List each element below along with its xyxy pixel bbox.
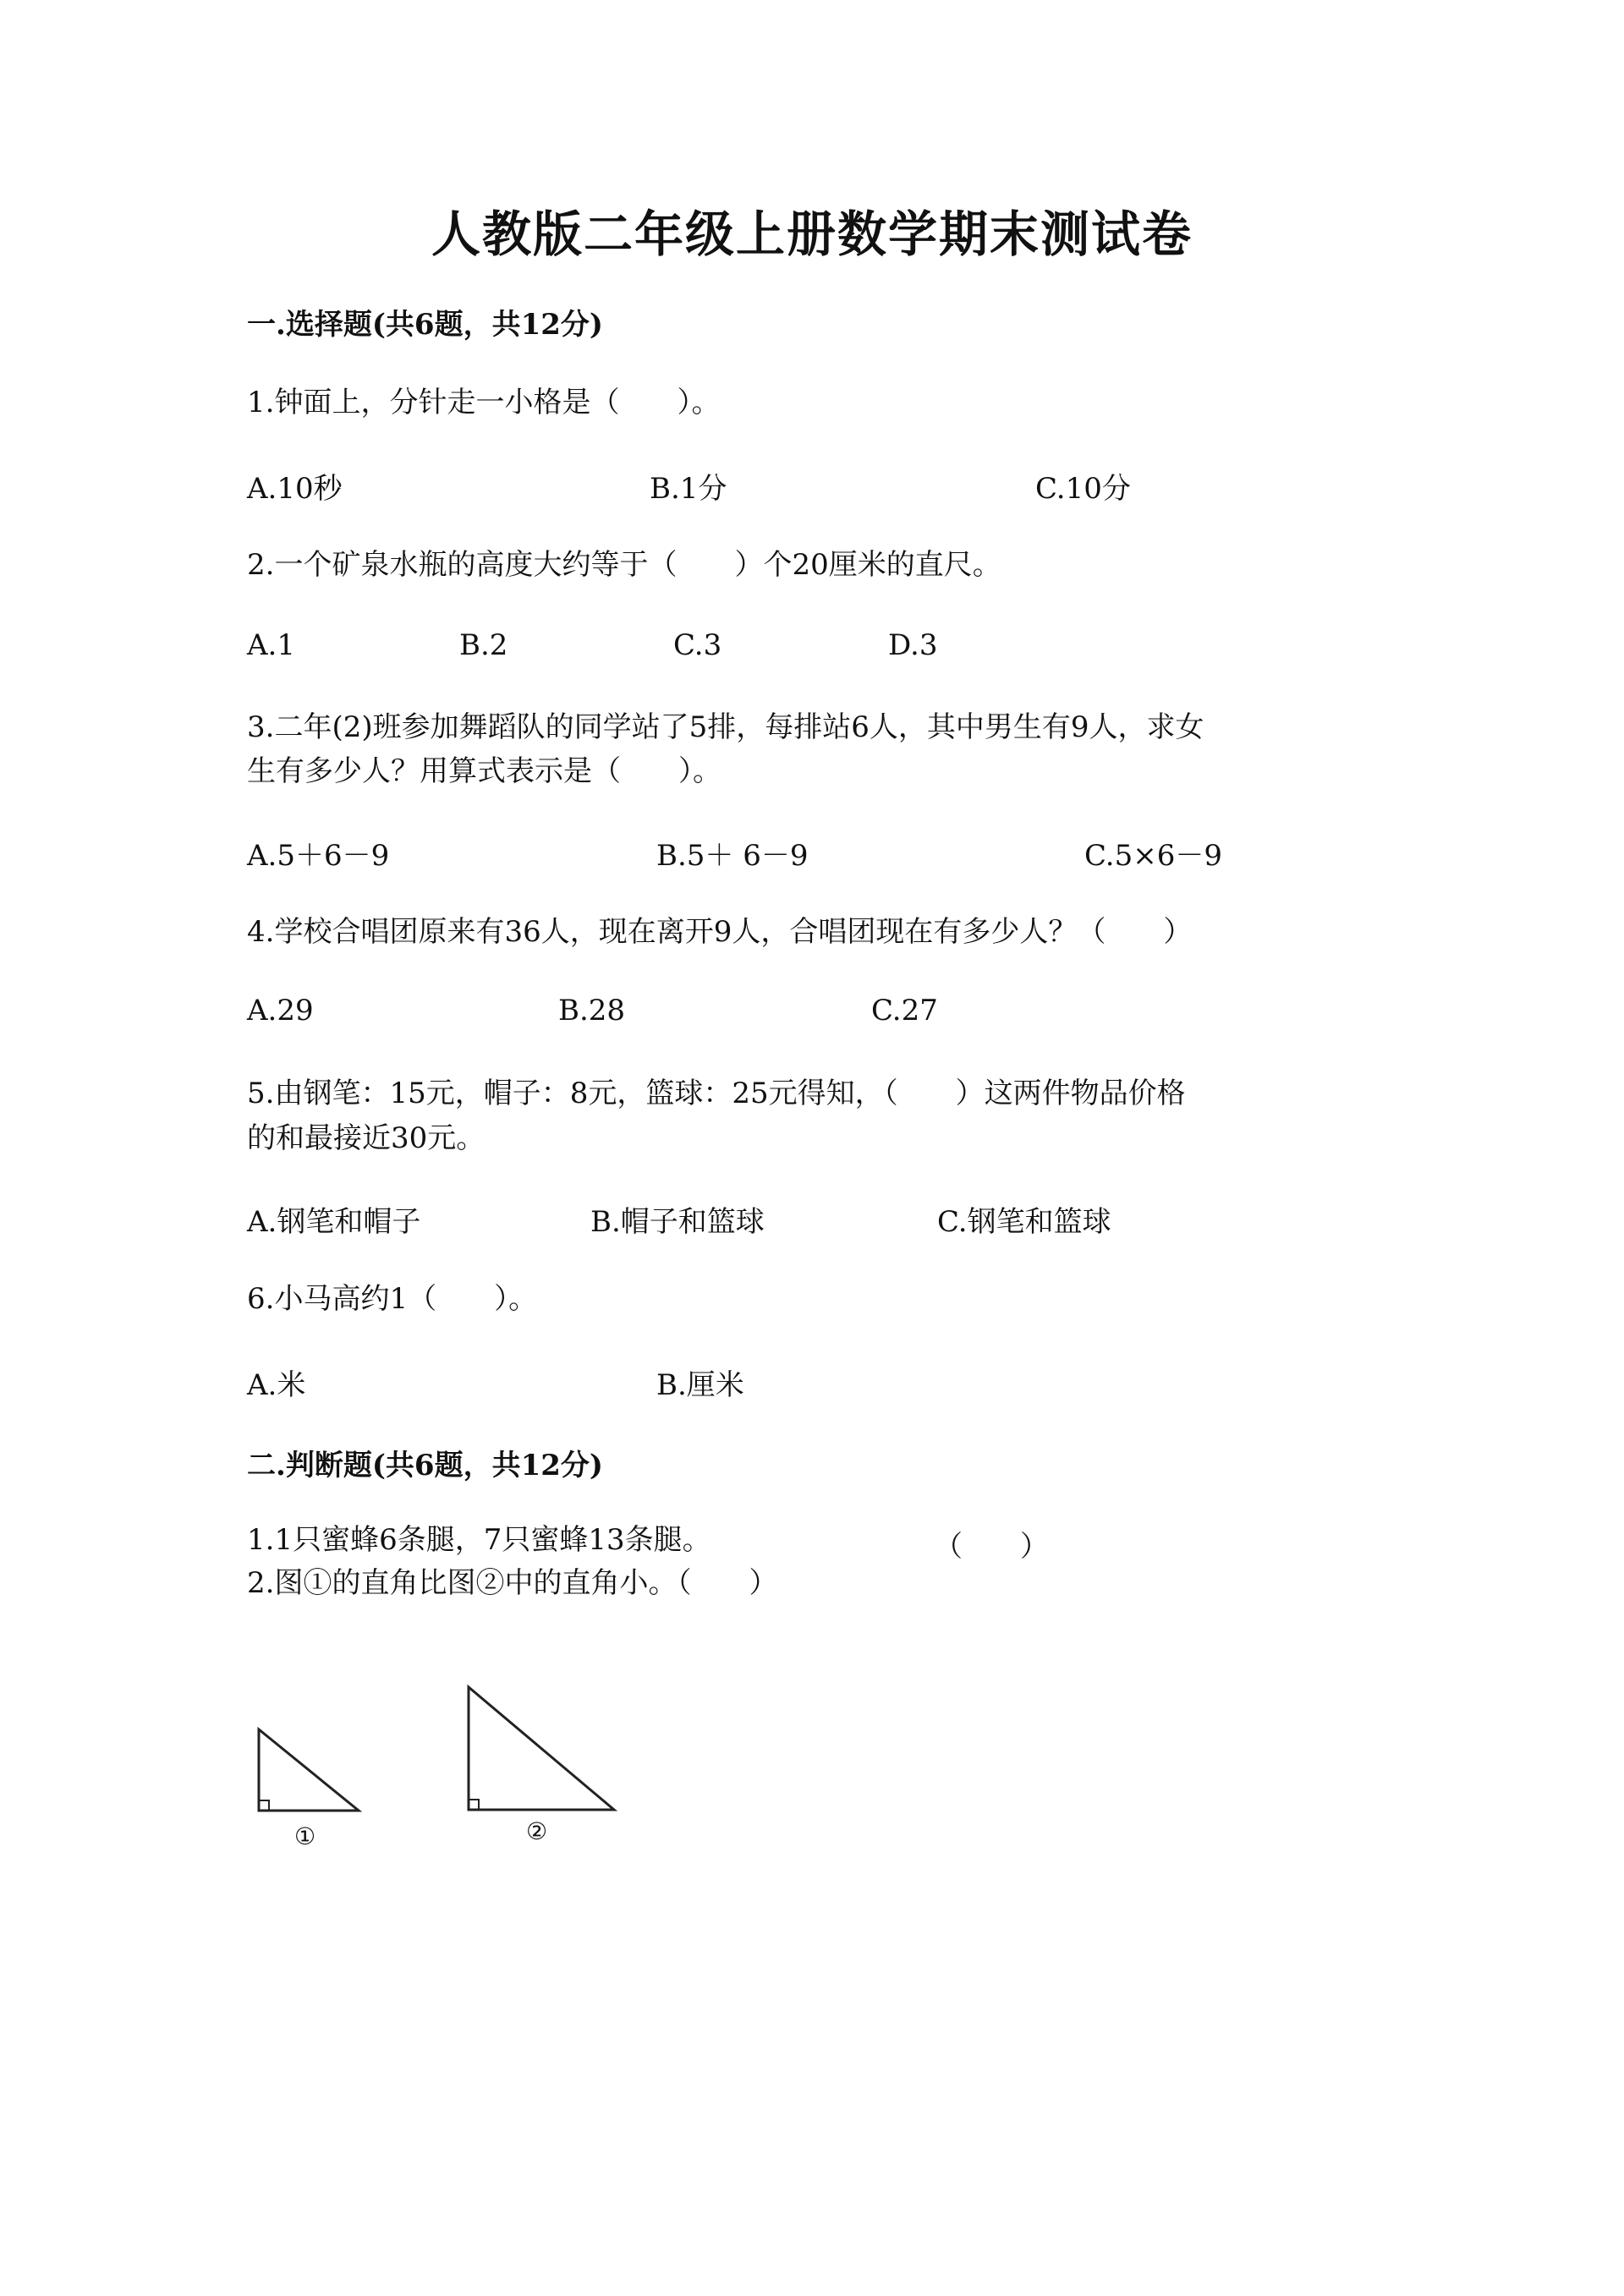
q3-option-b: B.5＋ 6－9 <box>656 839 809 873</box>
section-title-true-false: 二.判断题(共6题，共12分) <box>247 1449 603 1482</box>
question-1-text: 1.钟面上，分针走一小格是（ ）。 <box>247 386 721 419</box>
question-4-text: 4.学校合唱团原来有36人，现在离开9人，合唱团现在有多少人？（ ） <box>247 915 1193 949</box>
q3-option-c: C.5×6－9 <box>1084 839 1222 873</box>
q4-option-b: B.28 <box>558 994 626 1027</box>
triangle-figures <box>245 1679 634 1865</box>
question-6-text: 6.小马高约1（ ）。 <box>247 1282 538 1316</box>
q3-option-a: A.5＋6－9 <box>247 839 390 873</box>
q1-option-b: B.1分 <box>650 472 727 506</box>
question-5-text-line-1: 5.由钢笔：15元，帽子：8元，篮球：25元得知，（ ）这两件物品价格 <box>247 1077 1186 1110</box>
q5-option-b: B.帽子和篮球 <box>590 1205 765 1239</box>
triangle-1-label: ① <box>294 1822 316 1850</box>
q4-option-a: A.29 <box>247 994 314 1027</box>
question-3-text-line-2: 生有多少人？用算式表示是（ ）。 <box>247 754 721 788</box>
q4-option-c: C.27 <box>871 994 938 1027</box>
q5-option-c: C.钢笔和篮球 <box>937 1205 1111 1239</box>
question-5-text-line-2: 的和最接近30元。 <box>247 1121 486 1155</box>
q2-option-b: B.2 <box>459 628 508 662</box>
page-title: 人教版二年级上册数学期末测试卷 <box>431 205 1193 263</box>
triangle-2 <box>469 1687 614 1810</box>
q6-option-b: B.厘米 <box>656 1368 744 1402</box>
q5-option-a: A.钢笔和帽子 <box>247 1205 421 1239</box>
triangle-1 <box>259 1729 359 1811</box>
q1-option-c: C.10分 <box>1035 472 1131 506</box>
triangle-2-label: ② <box>526 1817 548 1845</box>
q2-option-d: D.3 <box>888 628 938 662</box>
section-title-choice: 一.选择题(共6题，共12分) <box>247 308 603 342</box>
q6-option-a: A.米 <box>247 1368 306 1402</box>
tf-question-2-text: 2.图①的直角比图②中的直角小。（ ） <box>247 1566 778 1600</box>
question-3-text-line-1: 3.二年(2)班参加舞蹈队的同学站了5排，每排站6人，其中男生有9人，求女 <box>247 710 1204 744</box>
question-2-text: 2.一个矿泉水瓶的高度大约等于（ ）个20厘米的直尺。 <box>247 548 1001 582</box>
q1-option-a: A.10秒 <box>247 472 343 506</box>
q2-option-a: A.1 <box>247 628 295 662</box>
tf-question-1-answer-paren: （ ） <box>934 1530 1049 1564</box>
q2-option-c: C.3 <box>673 628 722 662</box>
tf-question-1-text: 1.1只蜜蜂6条腿，7只蜜蜂13条腿。 <box>247 1523 711 1557</box>
